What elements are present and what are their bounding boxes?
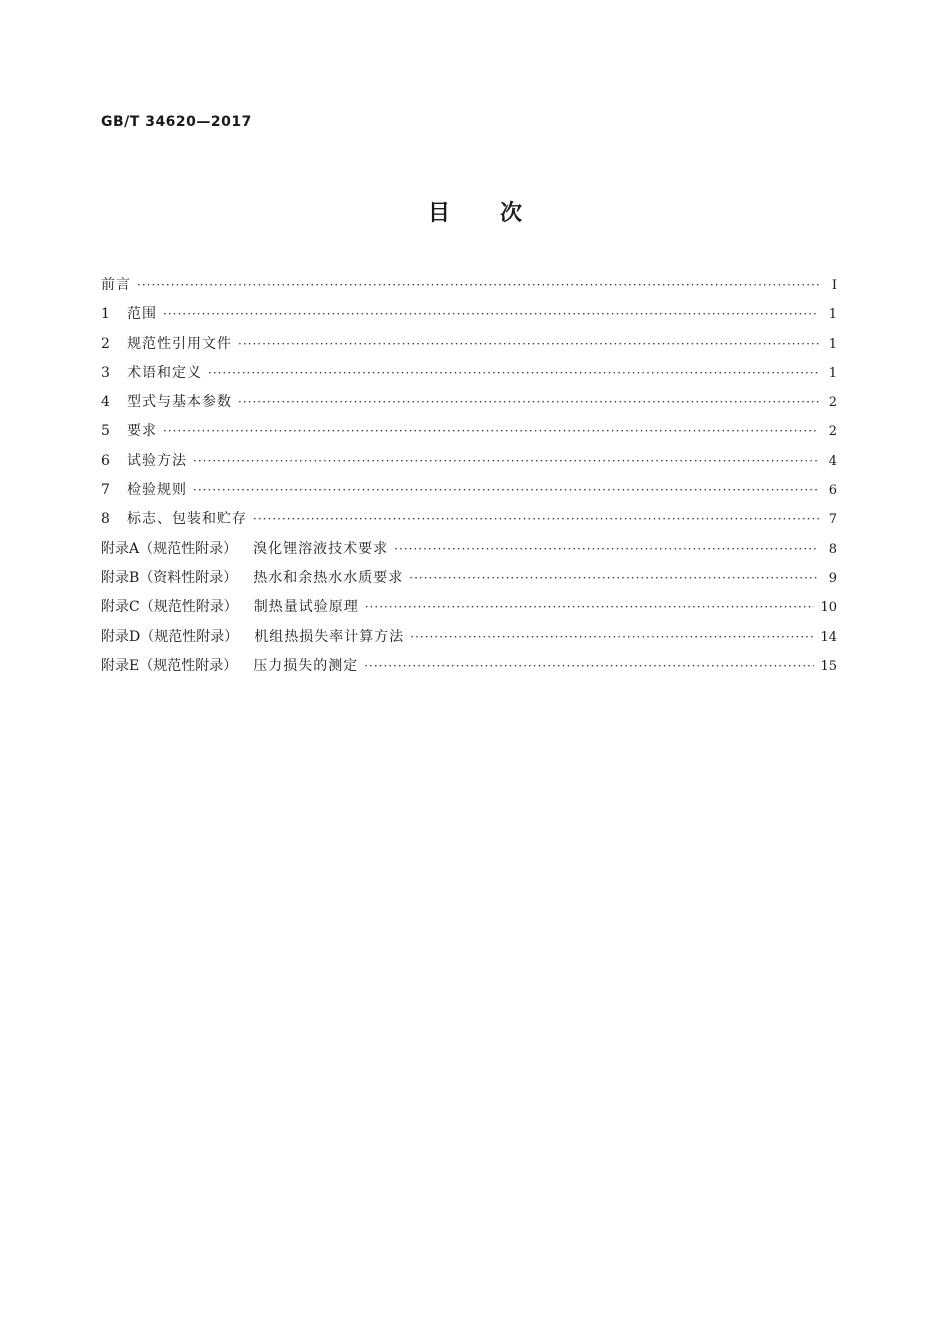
toc-leader-dots — [208, 359, 819, 388]
toc-entry[interactable] — [101, 593, 837, 622]
toc-page-number: 4 — [828, 453, 837, 469]
toc-page-number: 7 — [828, 512, 837, 528]
toc-entry-title: 压力损失的测定 — [253, 657, 359, 674]
toc-entry[interactable] — [101, 359, 837, 388]
toc-entry[interactable] — [101, 535, 837, 564]
toc-page-number: 2 — [828, 424, 837, 440]
toc-appendix-label: 附录D（规范性附录） — [101, 628, 239, 645]
toc-page-number: Ⅰ — [831, 278, 837, 293]
toc-page-number: 8 — [828, 541, 837, 557]
toc-entry[interactable] — [101, 417, 837, 446]
toc-section-number: 2 — [101, 335, 110, 352]
toc-entry-title: 检验规则 — [127, 482, 187, 499]
toc-entry-title: 试验方法 — [127, 452, 187, 469]
document-code: GB/T 34620—2017 — [101, 114, 252, 130]
toc-page-number: 15 — [820, 658, 837, 674]
toc-section-number: 1 — [101, 306, 110, 323]
toc-page-number: 9 — [828, 570, 837, 586]
toc-page-number: 1 — [828, 365, 837, 381]
toc-entry[interactable] — [101, 652, 837, 681]
toc-leader-dots — [409, 564, 819, 593]
toc-leader-dots — [137, 271, 819, 300]
toc-entry-title: 范围 — [127, 306, 157, 323]
toc-page-number: 1 — [828, 336, 837, 352]
toc-section-number: 5 — [101, 423, 110, 440]
toc-leader-dots — [364, 652, 814, 681]
toc-section-number: 3 — [101, 364, 110, 381]
toc-entry-title: 规范性引用文件 — [127, 335, 232, 352]
toc-section-number: 6 — [101, 452, 110, 469]
toc-leader-dots — [163, 300, 819, 329]
toc-leader-dots — [365, 593, 815, 622]
toc-entry[interactable] — [101, 623, 837, 652]
toc-leader-dots — [394, 535, 819, 564]
toc-entry-title: 要求 — [127, 423, 157, 440]
toc-entry-title: 型式与基本参数 — [127, 394, 232, 411]
toc-section-number: 8 — [101, 511, 110, 528]
toc-section-number: 7 — [101, 482, 110, 499]
toc-section-number: 4 — [101, 394, 110, 411]
toc-leader-dots — [238, 330, 819, 359]
toc-leader-dots — [193, 476, 819, 505]
toc-entry[interactable] — [101, 505, 837, 534]
toc-leader-dots — [193, 447, 819, 476]
toc-title: 目次 — [427, 201, 572, 226]
toc-list — [101, 271, 837, 681]
toc-appendix-label: 附录A（规范性附录） — [101, 540, 238, 557]
toc-entry[interactable] — [101, 388, 837, 417]
toc-entry-title: 制热量试验原理 — [253, 599, 359, 616]
toc-entry[interactable] — [101, 271, 837, 300]
toc-page-number: 1 — [828, 307, 837, 323]
toc-entry-title: 溴化锂溶液技术要求 — [253, 540, 389, 557]
toc-page-number: 10 — [820, 600, 837, 616]
toc-leader-dots — [163, 417, 819, 446]
toc-entry[interactable] — [101, 564, 837, 593]
toc-entry-title: 术语和定义 — [127, 364, 202, 381]
toc-entry[interactable] — [101, 476, 837, 505]
toc-entry[interactable] — [101, 300, 837, 329]
toc-leader-dots — [410, 623, 814, 652]
toc-entry-title: 前言 — [101, 277, 131, 293]
toc-appendix-label: 附录E（规范性附录） — [101, 657, 238, 674]
toc-entry-title: 标志、包装和贮存 — [127, 511, 247, 528]
toc-entry-title: 机组热损失率计算方法 — [254, 628, 405, 645]
toc-entry[interactable] — [101, 447, 837, 476]
toc-page-number: 14 — [820, 629, 837, 645]
toc-entry[interactable] — [101, 330, 837, 359]
toc-appendix-label: 附录C（规范性附录） — [101, 599, 238, 616]
toc-appendix-label: 附录B（资料性附录） — [101, 569, 238, 586]
toc-page-number: 6 — [828, 483, 837, 499]
toc-entry-title: 热水和余热水水质要求 — [253, 569, 404, 586]
toc-leader-dots — [238, 388, 819, 417]
toc-leader-dots — [253, 505, 819, 534]
toc-page-number: 2 — [828, 395, 837, 411]
